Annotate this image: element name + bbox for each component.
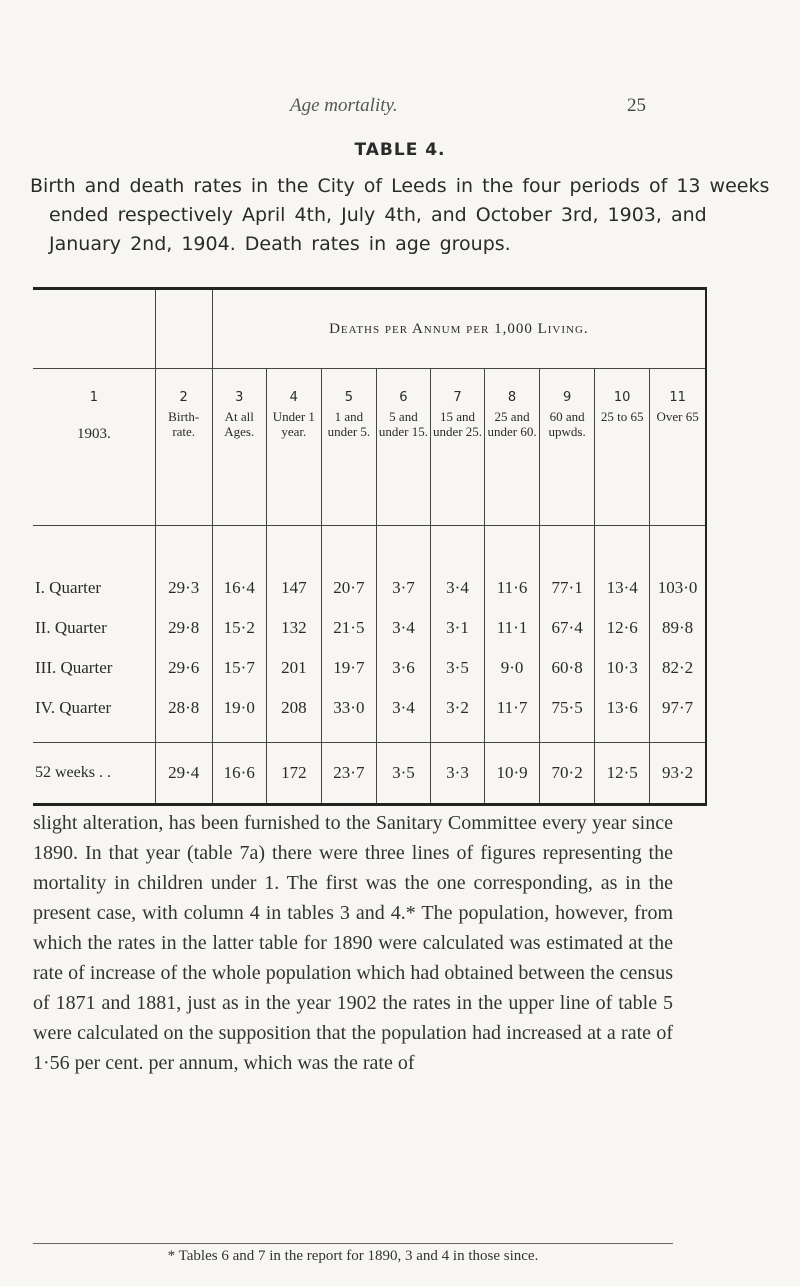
- table-cell: 3·5: [430, 648, 484, 688]
- table-cell: 21·5: [321, 608, 376, 648]
- column-header: 25 to 65: [595, 405, 650, 526]
- table-row: [33, 526, 706, 609]
- column-number: 10: [595, 369, 650, 406]
- table-cell: 93·2: [650, 743, 706, 805]
- total-row: [33, 743, 706, 805]
- table-cell: 19·0: [212, 688, 266, 743]
- column-header: 15 and under 25.: [430, 405, 484, 526]
- body-paragraph: slight alteration, has been furnished to the Sanitary Committee every year since 1890. In that year (table 7a) there were three lines of figures representing the mortality in children under 1. The first was the one corresponding, as in the present case, with column 4 in tables 3 and 4.* The population, however, from which the rates in the latter table for 1890 were calculated was estimated at the rate of increase of the whole population which had obtained between the census of 1871 and 1881, just as in the year 1902 the rates in the upper line of table 5 were calculated on the supposition that the population had increased at a rate of 1·56 per cent. per annum, which was the rate of: [33, 812, 673, 1074]
- table-cell: 208: [266, 688, 321, 743]
- column-number: 4: [266, 369, 321, 406]
- table-row: [33, 648, 706, 688]
- table-cell: 29·3: [155, 526, 212, 609]
- table-cell: 13·6: [595, 688, 650, 743]
- column-header: Under 1 year.: [266, 405, 321, 526]
- table-cell: 3·1: [430, 608, 484, 648]
- column-number: 6: [376, 369, 430, 406]
- table-label: TABLE 4.: [354, 140, 446, 160]
- table-cell: 147: [266, 526, 321, 609]
- column-number: 5: [321, 369, 376, 406]
- table-cell: 89·8: [650, 608, 706, 648]
- row-label: III. Quarter: [35, 658, 113, 677]
- column-number-row: [33, 369, 706, 406]
- column-header: Birth- rate.: [155, 405, 212, 526]
- table-cell: 3·7: [376, 526, 430, 609]
- table-cell: 28·8: [155, 688, 212, 743]
- row-label: II. Quarter: [35, 618, 107, 637]
- row-label: I. Quarter: [35, 578, 102, 597]
- table-cell: 15·2: [212, 608, 266, 648]
- table-cell: 60·8: [540, 648, 595, 688]
- table-cell: 3·4: [376, 688, 430, 743]
- table-cell: 33·0: [321, 688, 376, 743]
- rates-table: [33, 287, 707, 806]
- table-cell: 10·3: [595, 648, 650, 688]
- column-number: 7: [430, 369, 484, 406]
- table-cell: 75·5: [540, 688, 595, 743]
- column-number: 3: [212, 369, 266, 406]
- table-cell: 11·6: [485, 526, 540, 609]
- table-cell: 97·7: [650, 688, 706, 743]
- table-cell: 12·5: [595, 743, 650, 805]
- table-cell: 29·4: [155, 743, 212, 805]
- table-cell: 132: [266, 608, 321, 648]
- table-cell: 82·2: [650, 648, 706, 688]
- span-header-row: [33, 289, 706, 369]
- column-number: 11: [650, 369, 706, 406]
- footnote: * Tables 6 and 7 in the report for 1890, 3 and 4 in those since.: [167, 1248, 539, 1264]
- footnote-divider: [33, 1243, 673, 1244]
- table-cell: 11·7: [485, 688, 540, 743]
- table-cell: 103·0: [650, 526, 706, 609]
- column-number: 9: [540, 369, 595, 406]
- table-cell: 77·1: [540, 526, 595, 609]
- table-cell: 3·5: [376, 743, 430, 805]
- column-header-year: 1903.: [33, 405, 155, 526]
- column-number: 8: [485, 369, 540, 406]
- empty-header-cell: [155, 289, 212, 369]
- table-cell: 3·4: [430, 526, 484, 609]
- table-row: [33, 608, 706, 648]
- table-cell: 16·4: [212, 526, 266, 609]
- table-cell: 70·2: [540, 743, 595, 805]
- table-cell: 29·6: [155, 648, 212, 688]
- table-row: [33, 688, 706, 743]
- table-cell: 13·4: [595, 526, 650, 609]
- table-caption: Birth and death rates in the City of Leeds in the four periods of 13 weeks ended respectively April 4th, July 4th, and October 3rd, 1903, and January 2nd, 1904. Death rates in age groups.: [30, 175, 770, 255]
- column-header-row: [33, 405, 706, 526]
- table-cell: 201: [266, 648, 321, 688]
- row-label: IV. Quarter: [35, 698, 112, 717]
- table-cell: 3·3: [430, 743, 484, 805]
- table-cell: 3·2: [430, 688, 484, 743]
- table-cell: 23·7: [321, 743, 376, 805]
- table-cell: 20·7: [321, 526, 376, 609]
- column-header: 1 and under 5.: [321, 405, 376, 526]
- table-cell: 9·0: [485, 648, 540, 688]
- table-cell: 3·6: [376, 648, 430, 688]
- empty-header-cell: [33, 289, 155, 369]
- total-label: 52 weeks . .: [33, 743, 155, 805]
- column-header: At all Ages.: [212, 405, 266, 526]
- table-cell: 172: [266, 743, 321, 805]
- table-cell: 29·8: [155, 608, 212, 648]
- column-header: Over 65: [650, 405, 706, 526]
- deaths-span-header: Deaths per Annum per 1,000 Living.: [212, 289, 706, 369]
- table-cell: 10·9: [485, 743, 540, 805]
- table-cell: 3·4: [376, 608, 430, 648]
- table-cell: 67·4: [540, 608, 595, 648]
- table-cell: 15·7: [212, 648, 266, 688]
- table-cell: 19·7: [321, 648, 376, 688]
- table-cell: 12·6: [595, 608, 650, 648]
- column-header: 5 and under 15.: [376, 405, 430, 526]
- table-cell: 16·6: [212, 743, 266, 805]
- column-number: 2: [155, 369, 212, 406]
- page-number: 25: [627, 95, 646, 116]
- running-title: Age mortality.: [290, 95, 398, 116]
- column-number: 1: [89, 390, 98, 405]
- column-header: 60 and upwds.: [540, 405, 595, 526]
- table-cell: 11·1: [485, 608, 540, 648]
- column-header: 25 and under 60.: [485, 405, 540, 526]
